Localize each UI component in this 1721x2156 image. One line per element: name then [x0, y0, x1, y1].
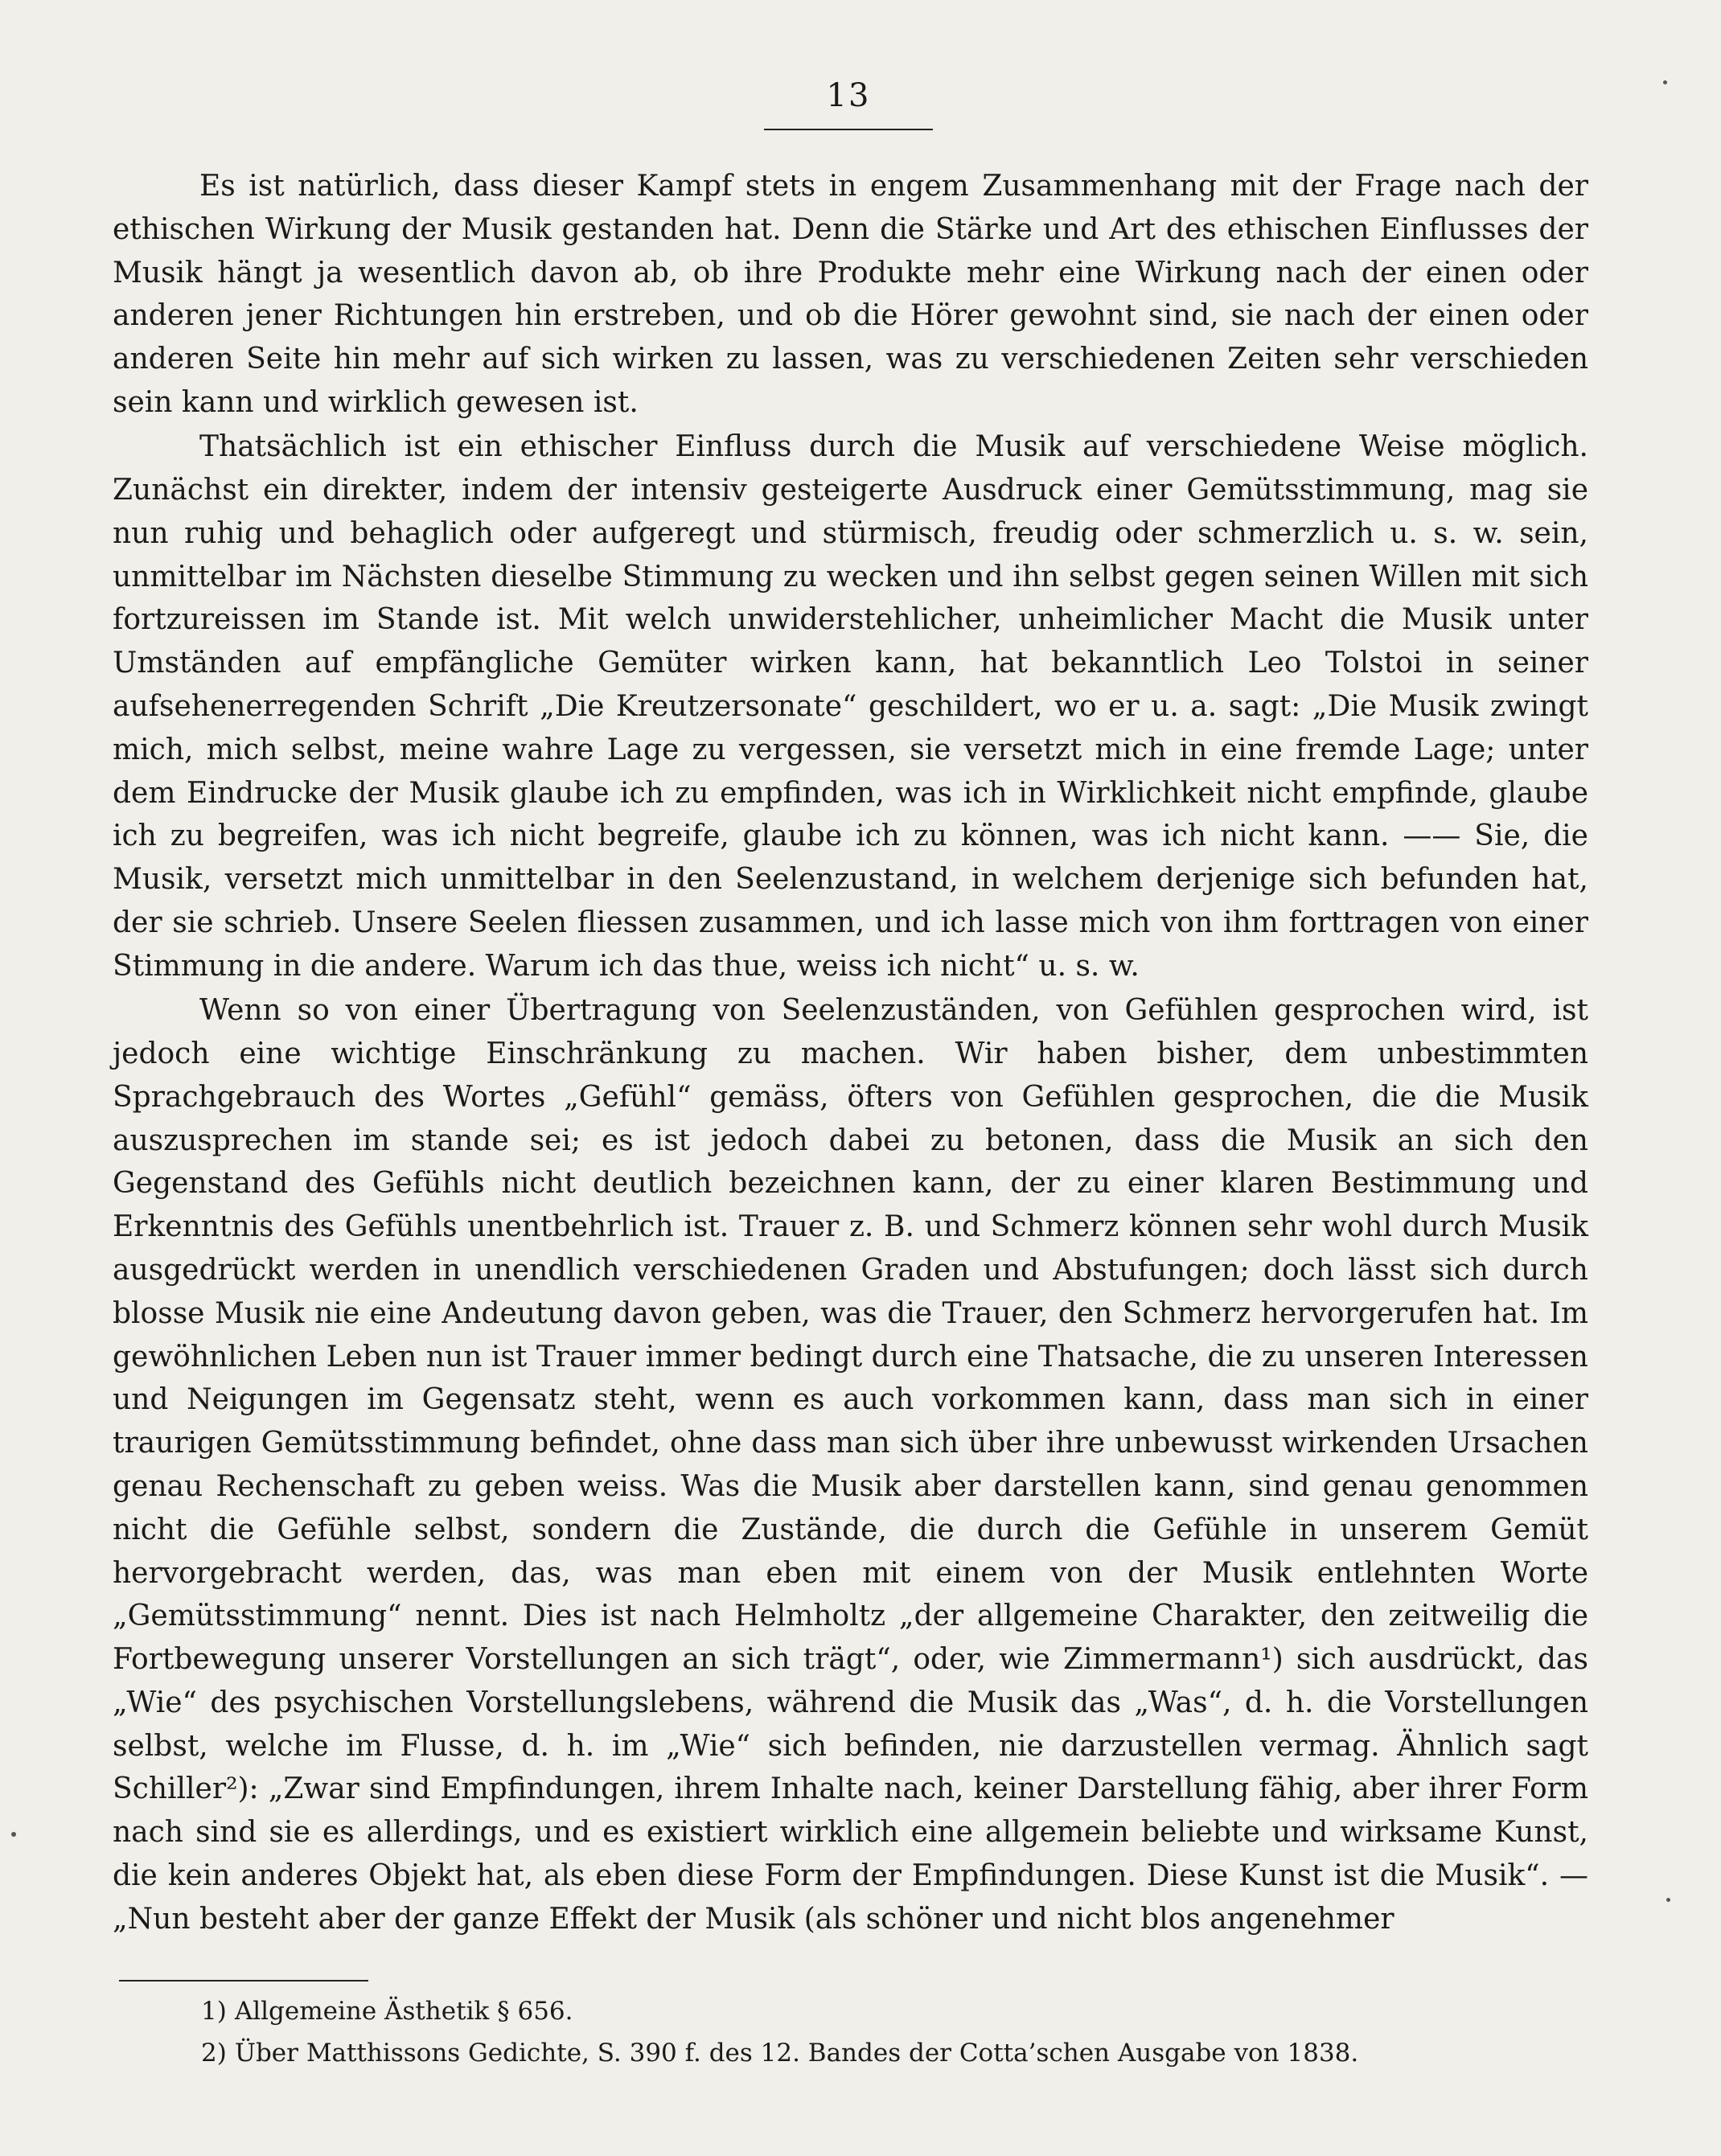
footnotes	[201, 1990, 1584, 2074]
page-number: 13	[826, 77, 871, 114]
footnote-item	[201, 1990, 1584, 2032]
paragraph: Es ist natürlich, dass dieser Kampf stets in engem Zusammenhang mit der Frage nach der ethischen Wirkung der Musik gestanden hat. Denn die Stärke und Art des ethischen Einflusses der Musik hängt ja wesentlich davon ab, ob ihre Produkte mehr eine Wirkung nach der einen oder anderen jener Richtungen hin erstreben, und ob die Hörer gewohnt sind, sie nach der einen oder anderen Seite hin mehr auf sich wirken zu lassen, was zu verschiedenen Zeiten sehr verschieden sein kann und wirklich gewesen ist.	[113, 170, 1588, 419]
body-text	[113, 165, 1588, 1942]
footnote-item	[201, 2032, 1584, 2074]
footnote-text: Allgemeine Ästhetik § 656.	[234, 1997, 573, 2026]
footnote-text: Über Matthissons Gedichte, S. 390 f. des 12. Bandes der Cotta’schen Ausgabe von 1838.	[234, 2039, 1359, 2068]
footnote-marker: 2)	[201, 2039, 227, 2068]
footnote-separator	[119, 1980, 368, 1981]
ink-speck	[1666, 1898, 1670, 1902]
page-number-rule	[764, 129, 933, 130]
paragraph: Thatsächlich ist ein ethischer Einfluss durch die Musik auf verschiedene Weise möglich. Zunächst ein direkter, indem der intensiv gesteigerte Ausdruck einer Gemütsstimmung, mag sie nun ruhig und behaglich oder aufgeregt und stürmisch, freudig oder schmerzlich u. s. w. sein, unmittelbar im Nächsten dieselbe Stimmung zu wecken und ihn selbst gegen seinen Willen mit sich fortzureissen im Stande ist. Mit welch unwiderstehlicher, unheimlicher Macht die Musik unter Umständen auf empfängliche Gemüter wirken kann, hat bekanntlich Leo Tolstoi in seiner aufsehenerregenden Schrift „Die Kreutzersonate“ geschildert, wo er u. a. sagt: „Die Musik zwingt mich, mich selbst, meine wahre Lage zu vergessen, sie versetzt mich in eine fremde Lage; unter dem Eindrucke der Musik glaube ich zu empfinden, was ich in Wirklichkeit nicht empfinde, glaube ich zu begreifen, was ich nicht begreife, glaube ich zu können, was ich nicht kann. —— Sie, die Musik, versetzt mich unmittelbar in den Seelenzustand, in welchem derjenige sich befunden hat, der sie schrieb. Unsere Seelen fliessen zusammen, und ich lasse mich von ihm forttragen von einer Stimmung in die andere. Warum ich das thue, weiss ich nicht“ u. s. w.	[113, 430, 1588, 983]
paragraph: Wenn so von einer Übertragung von Seelenzuständen, von Gefühlen gesprochen wird, ist jedoch eine wichtige Einschränkung zu machen. Wir haben bisher, dem unbestimmten Sprachgebrauch des Wortes „Gefühl“ gemäss, öfters von Gefühlen gesprochen, die die Musik auszusprechen im stande sei; es ist jedoch dabei zu betonen, dass die Musik an sich den Gegenstand des Gefühls nicht deutlich bezeichnen kann, der zu einer klaren Bestimmung und Erkenntnis des Gefühls unentbehrlich ist. Trauer z. B. und Schmerz können sehr wohl durch Musik ausgedrückt werden in unendlich verschiedenen Graden und Abstufungen; doch lässt sich durch blosse Musik nie eine Andeutung davon geben, was die Trauer, den Schmerz hervorgerufen hat. Im gewöhnlichen Leben nun ist Trauer immer bedingt durch eine Thatsache, die zu unseren Interessen und Neigungen im Gegensatz steht, wenn es auch vorkommen kann, dass man sich in einer traurigen Gemütsstimmung befindet, ohne dass man sich über ihre unbewusst wirkenden Ursachen genau Rechenschaft zu geben weiss. Was die Musik aber darstellen kann, sind genau genommen nicht die Gefühle selbst, sondern die Zustände, die durch die Gefühle in unserem Gemüt hervorgebracht werden, das, was man eben mit einem von der Musik entlehnten Worte „Gemütsstimmung“ nennt. Dies ist nach Helmholtz „der allgemeine Charakter, den zeitweilig die Fortbewegung unserer Vorstellungen an sich trägt“, oder, wie Zimmermann¹) sich ausdrückt, das „Wie“ des psychischen Vorstellungslebens, während die Musik das „Was“, d. h. die Vorstellungen selbst, welche im Flusse, d. h. im „Wie“ sich befinden, nie darzustellen vermag. Ähnlich sagt Schiller²): „Zwar sind Empfindungen, ihrem Inhalte nach, keiner Darstellung fähig, aber ihrer Form nach sind sie es allerdings, und es existiert wirklich eine allgemein beliebte und wirksame Kunst, die kein anderes Objekt hat, als eben diese Form der Empfindungen. Diese Kunst ist die Musik“. — „Nun besteht aber der ganze Effekt der Musik (als schöner und nicht blos angenehmer	[113, 994, 1588, 1936]
footnote-marker: 1)	[201, 1997, 227, 2026]
ink-speck	[1663, 80, 1667, 84]
ink-speck	[11, 1832, 16, 1837]
